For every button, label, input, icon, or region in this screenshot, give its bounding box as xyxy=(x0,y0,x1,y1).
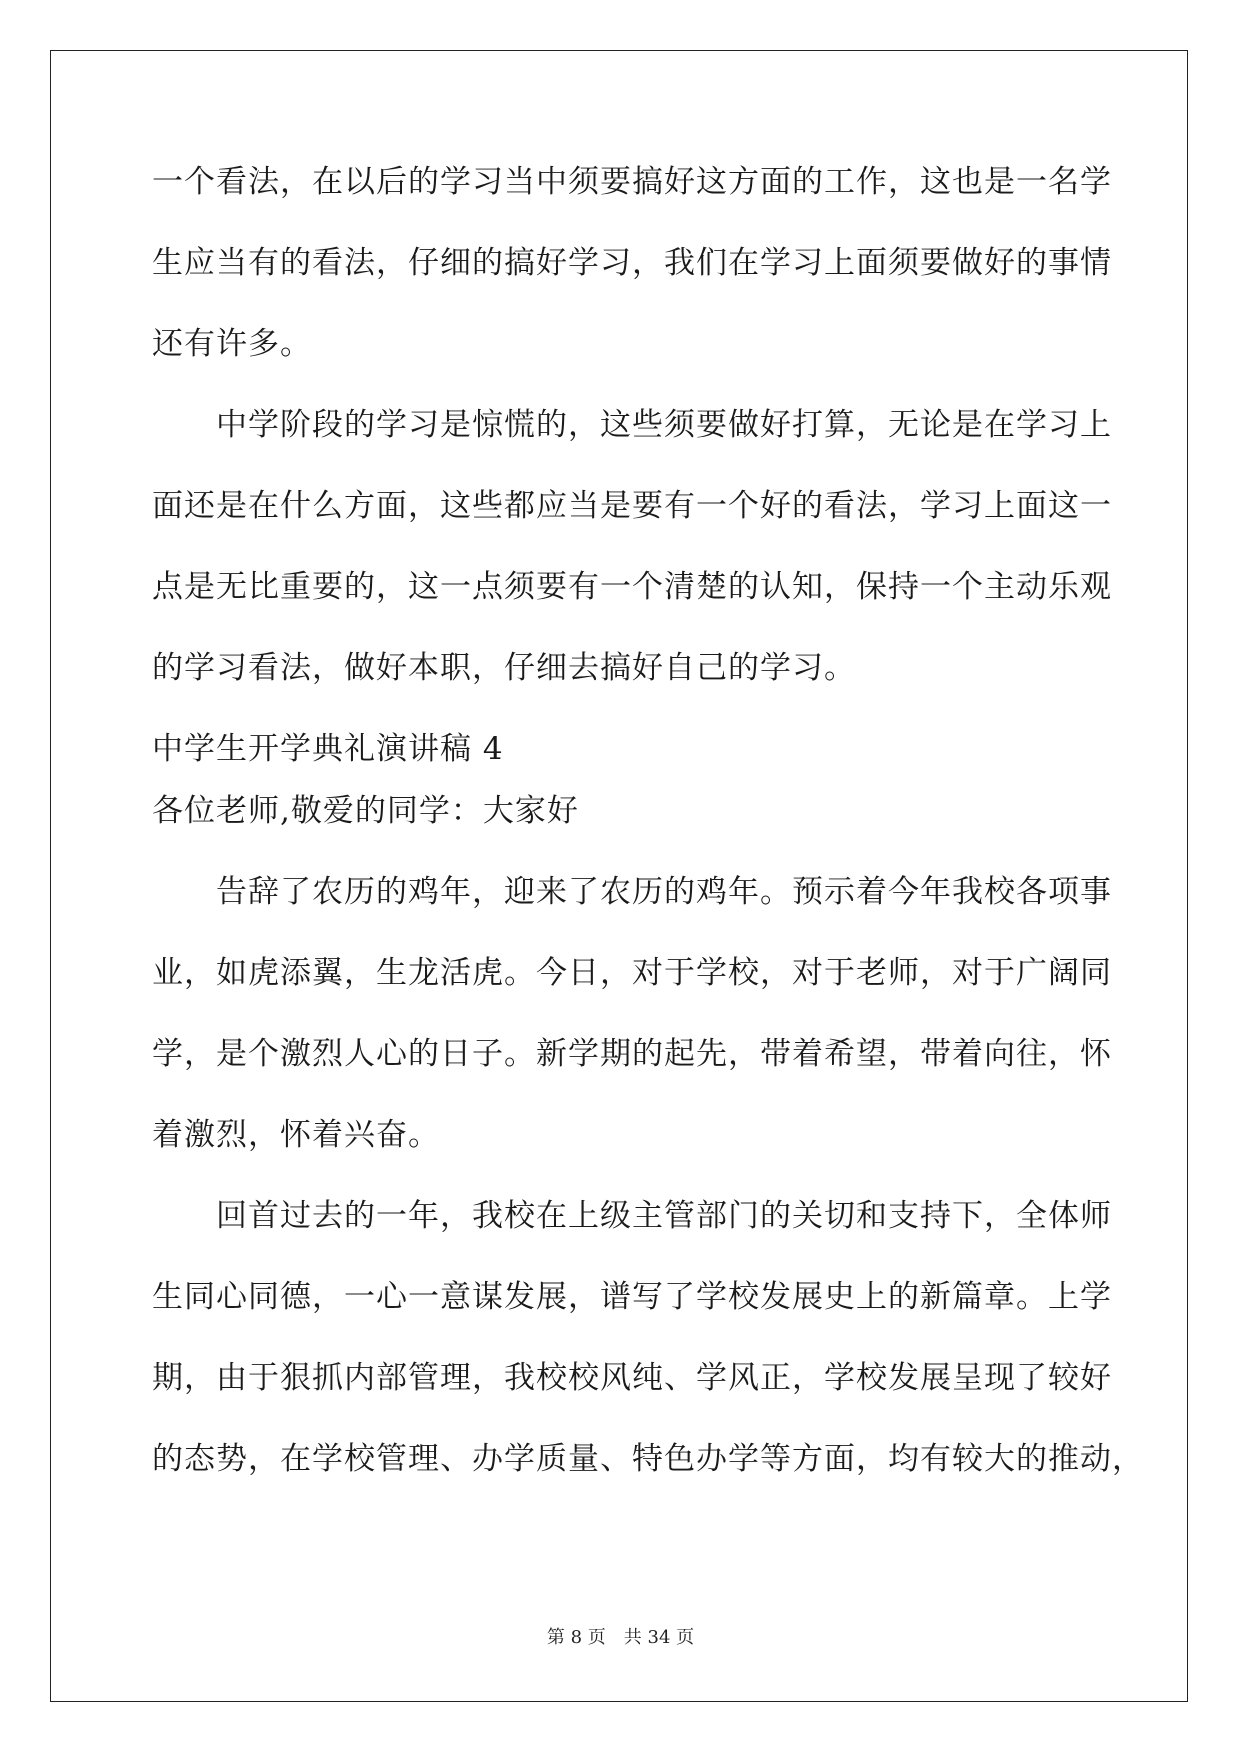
text-line: 回首过去的一年，我校在上级主管部门的关切和支持下，全体师 xyxy=(152,1198,1112,1234)
text-line: 学，是个激烈人心的日子。新学期的起先，带着希望，带着向往，怀 xyxy=(152,1036,1112,1072)
text-line: 业，如虎添翼，生龙活虎。今日，对于学校，对于老师，对于广阔同 xyxy=(152,955,1112,991)
text-line: 生同心同德，一心一意谋发展，谱写了学校发展史上的新篇章。上学 xyxy=(152,1279,1112,1315)
text-line: 着激烈，怀着兴奋。 xyxy=(152,1117,440,1153)
page-footer xyxy=(0,1626,1241,1650)
text-line: 一个看法，在以后的学习当中须要搞好这方面的工作，这也是一名学 xyxy=(152,164,1112,200)
document-body xyxy=(152,160,1144,1518)
text-line: 的学习看法，做好本职，仔细去搞好自己的学习。 xyxy=(152,650,856,686)
text-line: 点是无比重要的，这一点须要有一个清楚的认知，保持一个主动乐观 xyxy=(152,569,1112,605)
page-total: 共 34 页 xyxy=(623,1627,695,1648)
text-line: 告辞了农历的鸡年，迎来了农历的鸡年。预示着今年我校各项事 xyxy=(152,874,1112,910)
text-line: 生应当有的看法，仔细的搞好学习，我们在学习上面须要做好的事情 xyxy=(152,245,1112,281)
text-line: 中学阶段的学习是惊慌的，这些须要做好打算，无论是在学习上 xyxy=(152,407,1112,443)
text-line: 还有许多。 xyxy=(152,326,312,362)
text-line: 的态势，在学校管理、办学质量、特色办学等方面，均有较大的推动， xyxy=(152,1441,1144,1477)
page-number: 第 8 页 xyxy=(546,1627,606,1648)
text-line: 期，由于狠抓内部管理，我校校风纯、学风正，学校发展呈现了较好 xyxy=(152,1360,1112,1396)
text-line: 面还是在什么方面，这些都应当是要有一个好的看法，学习上面这一 xyxy=(152,488,1112,524)
section-heading: 中学生开学典礼演讲稿 4 xyxy=(152,731,504,767)
salutation-line: 各位老师,敬爱的同学：大家好 xyxy=(152,793,579,829)
